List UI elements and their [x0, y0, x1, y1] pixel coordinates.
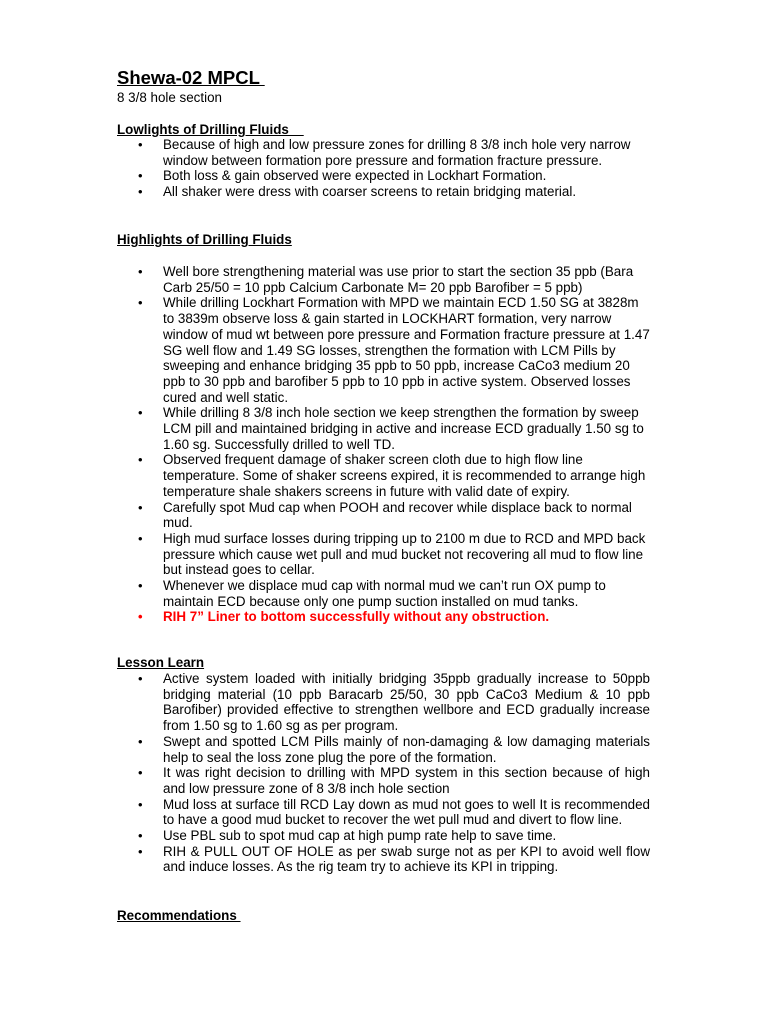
list-item: • While drilling Lockhart Formation with MPD we maintain ECD 1.50 SG at 3828m to 3839m observe loss & gain started in LOCKHART formation, very narrow window of mud wt between pore pressure and Formation fracture pressure at 1.47 SG well flow and 1.49 SG losses, strengthen the formation with LCM Pills by sweeping and enhance bridging 35 ppb to 50 ppb, increase CaCo3 medium 20 ppb to 30 ppb and barofiber 5 ppb to 10 ppb in active system. Observed losses cured and well static. — [117, 295, 650, 405]
list-item: • Active system loaded with initially bridging 35ppb gradually increase to 50ppb bridging material (10 ppb Baracarb 25/50, 30 ppb CaCo3 Medium & 10 ppb Barofiber) provided effective to strengthen wellbore and ECD gradually increase from 1.50 sg to 1.60 sg as per program. — [117, 671, 650, 734]
list-item: • Use PBL sub to spot mud cap at high pump rate help to save time. — [117, 828, 650, 844]
list-item: • RIH & PULL OUT OF HOLE as per swab surge not as per KPI to avoid well flow and induce losses. As the rig team try to achieve its KPI in tripping. — [117, 844, 650, 875]
highlights-list — [117, 264, 650, 625]
list-item: • Mud loss at surface till RCD Lay down as mud not goes to well It is recommended to have a good mud bucket to recover the wet pull mud and divert to flow line. — [117, 797, 650, 828]
recommendations-heading: Recommendations — [117, 908, 241, 923]
list-item: • Observed frequent damage of shaker screen cloth due to high flow line temperature. Some of shaker screens expired, it is recommended to arrange high temperature shale shakers screens in future with valid date of expiry. — [117, 452, 650, 499]
lesson-learn-heading: Lesson Learn — [117, 655, 205, 670]
list-item: • Because of high and low pressure zones for drilling 8 3/8 inch hole very narrow window between formation pore pressure and formation fracture pressure. — [117, 137, 650, 168]
list-item: • Well bore strengthening material was use prior to start the section 35 ppb (Bara Carb 25/50 = 10 ppb Calcium Carbonate M= 20 ppb Barofiber = 5 ppb) — [117, 264, 650, 295]
list-item: • It was right decision to drilling with MPD system in this section because of high and low pressure zone of 8 3/8 inch hole section — [117, 765, 650, 796]
highlights-heading: Highlights of Drilling Fluids — [117, 232, 292, 247]
list-item: • Carefully spot Mud cap when POOH and recover while displace back to normal mud. — [117, 500, 650, 531]
list-item: • Both loss & gain observed were expected in Lockhart Formation. — [117, 168, 650, 184]
document-title: Shewa-02 MPCL — [117, 67, 265, 88]
lesson-learn-list — [117, 671, 650, 875]
alert-list-item: • RIH 7” Liner to bottom successfully without any obstruction. — [117, 609, 650, 625]
document-subtitle: 8 3/8 hole section — [117, 90, 222, 105]
list-item: • All shaker were dress with coarser screens to retain bridging material. — [117, 184, 650, 200]
lowlights-heading: Lowlights of Drilling Fluids — [117, 122, 304, 137]
lowlights-list — [117, 137, 650, 200]
list-item: • While drilling 8 3/8 inch hole section we keep strengthen the formation by sweep LCM pill and maintained bridging in active and increase ECD gradually 1.50 sg to 1.60 sg. Successfully drilled to well TD. — [117, 405, 650, 452]
list-item: • Swept and spotted LCM Pills mainly of non-damaging & low damaging materials help to seal the loss zone plug the pore of the formation. — [117, 734, 650, 765]
list-item: • Whenever we displace mud cap with normal mud we can’t run OX pump to maintain ECD because only one pump suction installed on mud tanks. — [117, 578, 650, 609]
list-item: • High mud surface losses during tripping up to 2100 m due to RCD and MPD back pressure which cause wet pull and mud bucket not recovering all mud to flow line but instead goes to cellar. — [117, 531, 650, 578]
